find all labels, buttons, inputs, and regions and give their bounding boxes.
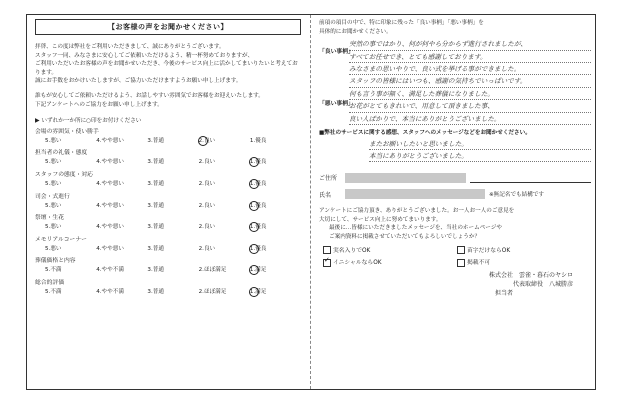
thanks-line: 大切にして、サービス向上に努めてまいります。 (319, 216, 442, 223)
rating-option[interactable] (147, 157, 198, 167)
rating-option-label: 4.やや不満 (96, 288, 124, 295)
question-title: 担当者の礼儀・態度 (35, 150, 88, 157)
handwritten-line: 良い人ばかりで、本当にありがとうございました。 (349, 113, 591, 125)
rating-option-label: 5.悪い (45, 202, 62, 209)
legend-text: いずれか一か所に○印をお付けください (41, 118, 142, 125)
question-item (35, 128, 301, 146)
rating-option[interactable] (45, 136, 96, 146)
selected-circle-mark (249, 179, 259, 189)
rating-option[interactable] (250, 201, 301, 211)
rating-option[interactable] (45, 201, 96, 211)
checkbox[interactable] (457, 259, 465, 267)
rating-option[interactable] (199, 136, 250, 146)
question-item (35, 279, 301, 297)
rating-option-label: 4.やや悪い (96, 202, 124, 209)
selected-circle-mark (198, 136, 208, 146)
selected-circle-mark (249, 265, 259, 275)
rating-option-label: 3.普通 (147, 288, 164, 295)
rating-option-label: 2.良い (198, 224, 216, 231)
rating-option-label: 1.優良 (249, 202, 267, 209)
rating-option-label: 4.やや悪い (96, 137, 124, 144)
rating-option-label: 4.やや不満 (96, 267, 124, 274)
thanks-line: ご案内資料に掲載させていただいてもよろしいでしょうか？ (329, 234, 481, 241)
survey-sheet (26, 14, 596, 390)
rating-option-label: 1.優良 (249, 159, 267, 166)
rating-option-label: 2.良い (198, 159, 216, 166)
question-title: 会場の雰囲気・使い勝手 (35, 128, 99, 135)
rating-option-label: 1.優良 (249, 224, 267, 231)
rating-options (35, 287, 301, 297)
prompt-line: 前項の項目の中で、特に印象に残った「良い事柄」「悪い事柄」を (319, 20, 484, 26)
rating-option-label: 2.ほぼ満足 (198, 267, 227, 274)
rating-option[interactable] (96, 136, 147, 146)
service-label: ■弊社のサービスに関する感想、スタッフへのメッセージなどをお聞かせください。 (319, 129, 531, 136)
rating-option-label: 5.悪い (45, 159, 62, 166)
rating-option[interactable] (147, 179, 198, 189)
rating-option-label: 2.良い (198, 180, 216, 187)
selected-circle-mark (249, 157, 259, 167)
rating-option[interactable] (250, 157, 301, 167)
question-item (35, 193, 301, 211)
selected-circle-mark (249, 201, 259, 211)
intro-text (35, 43, 301, 86)
question-title: メモリアルコーナー (35, 236, 87, 243)
rating-option[interactable] (147, 201, 198, 211)
checkbox[interactable] (457, 246, 465, 254)
bad-label: 「悪い事柄」 (319, 101, 354, 108)
question-item (35, 257, 301, 275)
rating-option-label: 2.良い (198, 137, 216, 144)
company-name: 株式会社 雲雀・暮石のヤシロ (489, 271, 573, 279)
rating-option-label: 4.やや悪い (96, 224, 124, 231)
rating-option[interactable] (250, 244, 301, 254)
rating-options (35, 179, 301, 189)
thanks-line: アンケートにご協力頂き、ありがとうございました。お一人お一人のご意見を (319, 208, 515, 215)
comments-area[interactable] (319, 38, 591, 125)
rating-options (35, 136, 301, 146)
rating-option[interactable] (199, 157, 250, 167)
rating-option[interactable] (147, 136, 198, 146)
intro-line: 誰もが安心してご依頼いただけるよう、お話しやすい雰囲気でお客様をお迎えいたします。 (35, 92, 264, 99)
survey-title: 【お客様の声をお聞かせください】 (35, 19, 301, 35)
handwritten-line: またお願いしたいと思いました。 (369, 138, 591, 150)
publish-option[interactable] (457, 257, 591, 267)
question-item (35, 149, 301, 167)
rating-option[interactable] (45, 287, 96, 297)
rating-option-label: 1.満足 (249, 267, 267, 274)
rating-option[interactable] (147, 222, 198, 232)
rating-option[interactable] (199, 287, 250, 297)
signature-block (319, 271, 591, 298)
question-item (35, 236, 301, 254)
rating-option[interactable] (96, 179, 147, 189)
rating-option-label: 5.不満 (45, 267, 62, 274)
left-column (35, 15, 301, 389)
rating-option-label: 3.普通 (147, 180, 164, 187)
rating-option-label: 5.悪い (45, 137, 62, 144)
address-label: ご住所 (319, 175, 338, 183)
rating-option[interactable] (147, 265, 198, 275)
publish-option-label: 掲載不可 (467, 260, 491, 267)
rating-option-label: 2.ほぼ満足 (198, 288, 227, 295)
question-list (35, 128, 301, 297)
name-redacted (345, 189, 485, 199)
rating-option-label: 2.良い (198, 245, 216, 252)
rating-option-label: 3.普通 (147, 267, 164, 274)
checkbox[interactable] (323, 246, 331, 254)
rating-option-label: 4.やや悪い (96, 159, 124, 166)
legend: ▶ いずれか一か所に○印をお付けください (35, 117, 142, 125)
rating-option[interactable] (199, 244, 250, 254)
rating-option[interactable] (96, 157, 147, 167)
checkbox[interactable] (323, 255, 331, 267)
question-title: 祭壇・生花 (35, 215, 64, 222)
rating-option[interactable] (147, 287, 198, 297)
publish-option-label: イニシャルならOK (333, 260, 382, 267)
anonymous-note: ※無記名でも結構です (489, 192, 545, 199)
address-line[interactable] (470, 172, 591, 183)
check-mark-icon: ✓ (324, 255, 330, 264)
publish-option[interactable] (323, 257, 457, 267)
rating-option[interactable] (45, 244, 96, 254)
selected-circle-mark (249, 287, 259, 297)
handwritten-line: 突然の事ではかり、何が何やら分からず進行されましたが、 (349, 38, 591, 50)
intro-line: 誠にお手数をおかけいたしますが、ご協力いただけますようお願い申し上げます。 (35, 78, 242, 85)
rating-option-label: 5.悪い (45, 245, 62, 252)
good-label: 「良い事柄」 (319, 49, 354, 56)
question-title: 司会・式進行 (35, 193, 70, 200)
address-row (319, 172, 591, 183)
rating-options (35, 244, 301, 254)
comments-prompt (319, 19, 591, 36)
rating-option-label: 3.普通 (147, 224, 164, 231)
rating-option[interactable] (45, 157, 96, 167)
rating-option[interactable] (250, 136, 301, 146)
handwritten-line: お花がとてもきれいで、用意して頂きました事、 (349, 100, 591, 112)
rating-option-label: 5.悪い (45, 180, 62, 187)
address-redacted (345, 173, 466, 183)
rating-option-label: 5.悪い (45, 224, 62, 231)
rating-option-label: 5.不満 (45, 288, 62, 295)
rating-option-label: 4.やや悪い (96, 180, 124, 187)
rating-option[interactable] (250, 179, 301, 189)
rating-option-label: 3.普通 (147, 159, 164, 166)
rating-option[interactable] (147, 244, 198, 254)
representative: 代表取締役 八城勝彦 (512, 280, 573, 288)
rating-option-label: 3.普通 (147, 137, 164, 144)
handwritten-line: 本当にありがとうございました。 (369, 150, 591, 162)
intro-line: ご利用いただいたお客様の声をお聞かせいただき、今後のサービス向上に活かしてまいりたいと考えております。 (35, 61, 298, 76)
selected-circle-mark (249, 222, 259, 232)
rating-option[interactable] (250, 222, 301, 232)
thanks-text (319, 207, 591, 241)
intro-line: 拝啓、この度は弊社をご利用いただきまして、誠にありがとうございます。 (35, 44, 225, 50)
rating-options (35, 157, 301, 167)
rating-option[interactable] (250, 265, 301, 275)
handwritten-comments (319, 38, 591, 125)
rating-option[interactable] (96, 222, 147, 232)
question-item (35, 171, 301, 189)
right-column (319, 15, 591, 389)
rating-option[interactable] (96, 201, 147, 211)
rating-option-label: 1.優良 (249, 180, 267, 187)
question-item (35, 214, 301, 232)
rating-option[interactable] (199, 201, 250, 211)
fold-line (310, 15, 311, 389)
intro-line: スタッフ一同、みなさまに安心してご依頼いただけるよう、精一杯努めておりますが、 (35, 52, 254, 59)
handwritten-line: みなさまの思いやりで、良い式を挙げる事ができました。 (349, 63, 591, 75)
question-title: スタッフの態度・対応 (35, 171, 93, 178)
rating-option[interactable] (96, 244, 147, 254)
rating-option-label: 3.普通 (147, 245, 164, 252)
publish-permission-options (319, 245, 591, 267)
rating-options (35, 201, 301, 211)
rating-option-label: 1.優良 (249, 245, 267, 252)
rating-option[interactable] (199, 222, 250, 232)
handwritten-line: 何も言う事が無く、満足した葬儀になりました。 (349, 88, 591, 100)
rating-option-label: 4.やや悪い (96, 245, 124, 252)
publish-option-label: 実名入りでOK (333, 247, 371, 254)
rating-option[interactable] (96, 287, 147, 297)
intro-line: 下記アンケートへのご協力をお願い申し上げます。 (35, 101, 163, 108)
rating-option[interactable] (45, 265, 96, 275)
name-row (319, 189, 591, 199)
rating-option-label: 3.普通 (147, 202, 164, 209)
handwritten-line: すべてお任せでき、とても感謝しております。 (349, 51, 591, 63)
rating-option-label: 1.満足 (249, 288, 267, 295)
rating-option[interactable] (199, 179, 250, 189)
rating-option[interactable] (199, 265, 250, 275)
publish-option[interactable] (323, 245, 457, 255)
publish-option[interactable] (457, 245, 591, 255)
rating-options (35, 222, 301, 232)
rating-option[interactable] (45, 222, 96, 232)
prompt-line: 具体的にお聞かせください。 (319, 28, 392, 35)
rating-option-label: 1.優良 (249, 137, 267, 144)
question-title: 葬儀価格と内容 (35, 258, 76, 265)
handwritten-service-comments (319, 138, 591, 163)
rating-option[interactable] (45, 179, 96, 189)
question-title: 総合的評価 (35, 279, 64, 286)
service-comments-area[interactable] (319, 138, 591, 163)
rating-option-label: 2.良い (198, 202, 216, 209)
rating-option[interactable] (250, 287, 301, 297)
rating-options (35, 265, 301, 275)
thanks-line: 最後に…皆様にいただきましたメッセージを、当社のホームページや (329, 225, 502, 232)
publish-option-label: 苗字だけならOK (467, 247, 511, 254)
rating-option[interactable] (96, 265, 147, 275)
name-label: 氏名 (319, 191, 332, 199)
selected-circle-mark (249, 244, 259, 254)
intro-text-2 (35, 92, 301, 109)
handwritten-line: スタッフの皆様にはいつも、感謝の気持ちでいっぱいです。 (349, 75, 591, 87)
staff-label: 担当者 (494, 289, 513, 297)
